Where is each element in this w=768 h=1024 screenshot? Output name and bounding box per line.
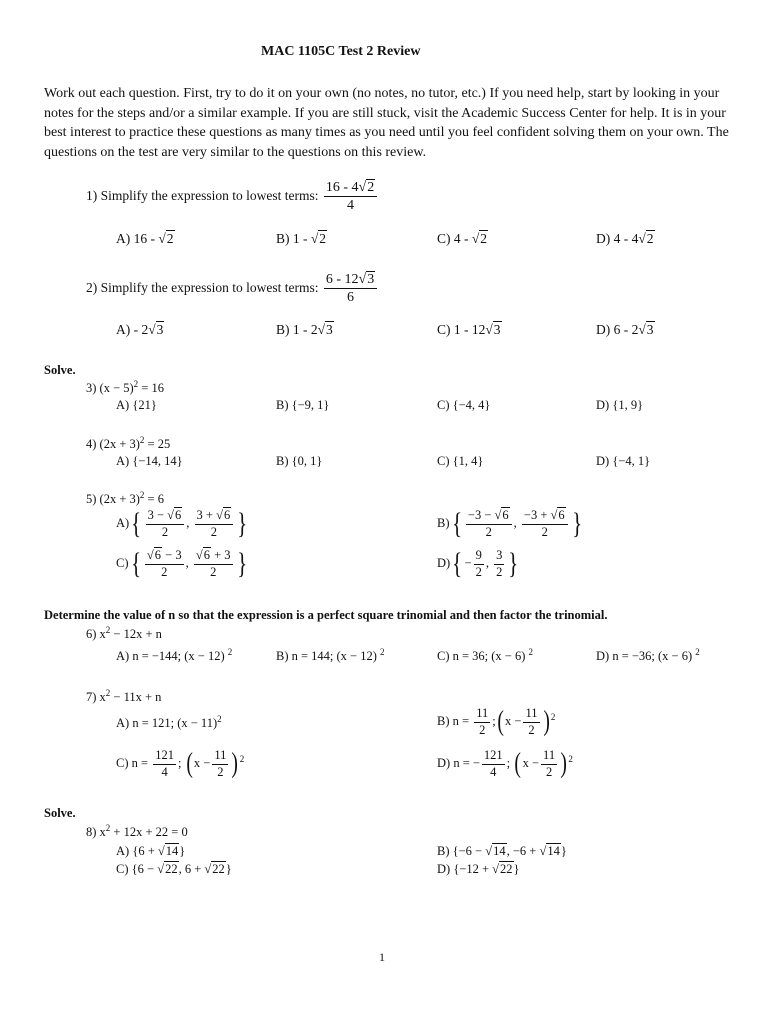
q8-option-a-label: A) {6 +	[116, 844, 158, 858]
q3-option-c[interactable]: C) {−4, 4}	[437, 398, 491, 412]
q1-option-c[interactable]: C) 4 - √2	[437, 231, 488, 246]
q8-b-close: }	[560, 844, 567, 858]
question-2-prompt: 2) Simplify the expression to lowest terms:	[86, 279, 319, 295]
q4-option-d[interactable]: D) {−4, 1}	[596, 454, 651, 468]
q7-option-c-label: C) n =	[116, 756, 152, 771]
q5-b1-num: −3 −	[467, 508, 495, 522]
q5-prompt-base: 5) (2x + 3)	[86, 492, 140, 506]
q5-c1-rad: 6	[154, 548, 162, 562]
q4-option-c[interactable]: C) {1, 4}	[437, 454, 484, 468]
q8-c-mid: , 6 +	[178, 862, 205, 876]
q1-option-a-label: A) 16 -	[116, 231, 159, 246]
q5-a1-num: 3 −	[147, 508, 168, 522]
q6-option-a-label: A) n = −144; (x − 12)	[116, 649, 225, 663]
q7-c-exponent: 2	[239, 753, 245, 764]
q7-prompt-rhs: − 11x + n	[110, 690, 162, 704]
q3-option-d[interactable]: D) {1, 9}	[596, 398, 644, 412]
section-heading-solve-2: Solve.	[44, 806, 76, 820]
q1-option-d[interactable]: D) 4 - 4√2	[596, 231, 654, 246]
q6-exponent: 2	[105, 624, 111, 635]
question-2	[86, 272, 379, 306]
page-number: 1	[379, 950, 385, 964]
q6-option-c-label: C) n = 36; (x − 6)	[437, 649, 526, 663]
q6-option-a-exponent: 2	[227, 646, 233, 657]
q7-b-den: 2	[479, 722, 486, 737]
q8-b-mid: , −6 +	[506, 844, 540, 858]
q7-option-d[interactable]: D) n = − $\frac{121}{4}$ ; (x − $\frac{11}{2}$ )$^2$	[437, 748, 573, 780]
section-heading-solve: Solve.	[44, 363, 76, 377]
q2-option-c-label: C) 1 - 12	[437, 322, 486, 337]
q7-c-den: 4	[161, 764, 168, 779]
q4-prompt-base: 4) (2x + 3)	[86, 437, 140, 451]
q3-prompt-rhs: = 16	[138, 381, 164, 395]
q6-option-d-label: D) n = −36; (x − 6)	[596, 649, 693, 663]
q8-a-close: }	[179, 844, 186, 858]
q7-prompt-base: 7) x	[86, 690, 106, 704]
q7-option-d-label: D) n = −	[437, 756, 480, 771]
q7-c-num: 121	[153, 749, 176, 765]
q3-option-a[interactable]: A) {21}	[116, 398, 157, 412]
q2-option-d-label: D) 6 - 2	[596, 322, 639, 337]
q5-b2-num: −3 +	[523, 508, 551, 522]
question-5-prompt	[86, 489, 164, 507]
q7-b-exponent: 2	[550, 711, 556, 722]
q6-option-a[interactable]	[116, 646, 233, 664]
page-title: MAC 1105C Test 2 Review	[261, 44, 421, 59]
q7-c-x: x −	[193, 756, 211, 771]
q8-option-a[interactable]: A) {6 + √14}	[116, 844, 186, 858]
q8-c-rad2: 22	[212, 862, 225, 876]
q1-option-a[interactable]: A) 16 - √2	[116, 231, 174, 246]
question-8-prompt	[86, 822, 188, 840]
q4-prompt-rhs: = 25	[144, 437, 171, 451]
q8-option-c-label: C) {6 −	[116, 862, 158, 876]
q7-c-num2: 11	[212, 749, 228, 765]
q5-option-a[interactable]: A){ $\frac{3 - √6}{2}$ , $\frac{3 + √6}{2}$ }	[116, 507, 248, 541]
q2-option-d-radicand: 3	[646, 322, 654, 337]
q3-prompt-base: 3) (x − 5)	[86, 381, 134, 395]
question-3-prompt	[86, 378, 164, 396]
question-1	[86, 180, 379, 214]
q7-b-den2: 2	[528, 722, 535, 737]
q2-denominator: 6	[347, 290, 355, 306]
q1-option-d-label: D) 4 - 4	[596, 231, 639, 246]
q2-option-a-radicand: 3	[156, 322, 164, 337]
q7-option-b[interactable]: B) n = $\frac{11}{2}$ ;(x − $\frac{11}{2}$ )$^2$	[437, 706, 556, 738]
q7-option-a[interactable]	[116, 713, 222, 731]
q2-numerator-radicand: 3	[367, 272, 375, 287]
q6-prompt-base: 6) x	[86, 627, 106, 641]
q4-option-a[interactable]: A) {−14, 14}	[116, 454, 183, 468]
q7-exponent: 2	[105, 687, 111, 698]
q5-a1-rad: 6	[175, 508, 182, 522]
question-6-prompt	[86, 624, 162, 642]
q1-option-b-radicand: 2	[319, 231, 327, 246]
q1-denominator: 4	[347, 198, 355, 214]
q1-option-b[interactable]: B) 1 - √2	[276, 231, 327, 246]
q1-option-c-radicand: 2	[480, 231, 488, 246]
q2-option-b[interactable]: B) 1 - 2√3	[276, 322, 333, 337]
q5-b1-den: 2	[485, 524, 492, 539]
q6-option-d-exponent: 2	[695, 646, 700, 657]
q6-option-d[interactable]	[596, 646, 700, 664]
q5-option-c[interactable]: C){ $\frac{√6 - 3}{2}$ , $\frac{√6 + 3}{2}$ }	[116, 547, 247, 581]
q1-option-a-radicand: 2	[166, 231, 174, 246]
instructions-paragraph: Work out each question. First, try to do it on your own (no notes, no tutor, etc.) If you need help, start by looking in your notes for the steps and/or a similar example. If you are still stuck, visit the Academic Success Center for help. It is in your best interest to practice these questions as many times as you need until you feel confident solving them on your own. The questions on the test are very similar to the questions on this review.	[44, 86, 729, 160]
q2-option-c-radicand: 3	[493, 322, 501, 337]
q5-a2-den: 2	[210, 524, 218, 539]
q7-d-num2: 11	[541, 749, 557, 765]
q5-d2-num: 3	[494, 549, 504, 565]
q6-option-c-exponent: 2	[528, 646, 534, 657]
q8-c-rad1: 22	[165, 862, 178, 876]
q7-option-b-label: B) n =	[437, 714, 473, 729]
q7-b-num2: 11	[523, 707, 539, 723]
q6-option-b[interactable]	[276, 646, 385, 664]
q5-b1-rad: 6	[502, 508, 509, 522]
q2-option-b-label: B) 1 - 2	[276, 322, 318, 337]
q2-numerator: 6 - 12	[325, 272, 359, 287]
q7-d-x: x −	[522, 756, 540, 771]
q4-exponent: 2	[139, 434, 145, 445]
q5-c2-num: + 3	[210, 548, 231, 562]
q1-numerator: 16 - 4	[325, 180, 359, 195]
q8-option-b[interactable]: B) {−6 − √14, −6 + √14}	[437, 844, 567, 858]
q2-option-d[interactable]: D) 6 - 2√3	[596, 322, 654, 337]
q5-c2-rad: 6	[203, 548, 210, 562]
q8-prompt-rhs: + 12x + 22 = 0	[110, 825, 188, 839]
q8-d-close: }	[513, 862, 520, 876]
q7-option-a-exponent: 2	[217, 713, 222, 724]
q2-option-b-radicand: 3	[326, 322, 333, 337]
q8-b-rad2: 14	[547, 844, 560, 858]
q8-exponent: 2	[105, 822, 111, 833]
q5-a2-rad: 6	[223, 508, 231, 522]
question-2-fraction: $\frac{6 - 12√3}{6}$	[324, 272, 377, 306]
q8-prompt-base: 8) x	[86, 825, 106, 839]
q6-option-b-exponent: 2	[380, 646, 385, 657]
q3-exponent: 2	[133, 378, 139, 389]
q8-b-rad1: 14	[493, 844, 506, 858]
q8-option-d[interactable]: D) {−12 + √22}	[437, 862, 520, 876]
q8-a-rad: 14	[165, 844, 179, 858]
q5-c1-den: 2	[161, 564, 168, 579]
q5-option-a-label: A)	[116, 516, 130, 531]
q4-option-b[interactable]: B) {0, 1}	[276, 454, 323, 468]
q1-numerator-radicand: 2	[367, 180, 375, 195]
q5-b2-rad: 6	[558, 508, 565, 522]
q8-option-b-label: B) {−6 −	[437, 844, 486, 858]
q6-prompt-rhs: − 12x + n	[110, 627, 162, 641]
q7-b-x: x −	[505, 714, 522, 729]
q5-a2-num: 3 +	[196, 508, 217, 522]
question-4-prompt	[86, 434, 171, 452]
q1-option-c-label: C) 4 -	[437, 231, 472, 246]
q5-option-c-label: C)	[116, 556, 129, 571]
q5-option-b-label: B)	[437, 516, 450, 531]
q5-a1-den: 2	[161, 524, 169, 539]
q5-d2-den: 2	[496, 564, 503, 579]
q2-option-c[interactable]: C) 1 - 12√3	[437, 322, 501, 337]
question-1-fraction: $\frac{16 - 4√2}{4}$	[324, 180, 377, 214]
q5-d1-num: 9	[474, 549, 484, 565]
q6-option-b-label: B) n = 144; (x − 12)	[276, 649, 377, 663]
q5-option-d-label: D)	[437, 556, 451, 571]
q5-exponent: 2	[139, 489, 145, 500]
q7-c-den2: 2	[217, 764, 224, 779]
q3-option-b[interactable]: B) {−9, 1}	[276, 398, 330, 412]
q8-c-close: }	[225, 862, 232, 876]
q5-option-d[interactable]: D){ − $\frac{9}{2}$ , $\frac{3}{2}$ }	[437, 547, 519, 581]
q5-d1-den: 2	[475, 564, 482, 579]
section-heading-perfect-square: Determine the value of n so that the expression is a perfect square trinomial and then factor the trinomial.	[44, 608, 608, 622]
q7-d-den2: 2	[545, 764, 553, 779]
q5-b2-den: 2	[541, 524, 548, 539]
q7-option-c[interactable]: C) n = $\frac{121}{4}$ ; (x − $\frac{11}{2}$ )$^2$	[116, 748, 245, 780]
q2-option-a-label: A) - 2	[116, 322, 149, 337]
q7-d-num: 121	[482, 749, 505, 765]
q7-option-a-label: A) n = 121; (x − 11)	[116, 716, 218, 730]
q8-option-c[interactable]: C) {6 − √22, 6 + √22}	[116, 862, 232, 876]
q5-d1-sign: −	[464, 556, 472, 571]
q7-d-exponent: 2	[568, 753, 573, 764]
q5-c2-den: 2	[210, 564, 217, 579]
q6-option-c[interactable]	[437, 646, 534, 664]
question-1-prompt: 1) Simplify the expression to lowest terms:	[86, 187, 319, 203]
q5-prompt-rhs: = 6	[144, 492, 164, 506]
q8-d-rad: 22	[500, 862, 513, 876]
q1-option-b-label: B) 1 -	[276, 231, 311, 246]
q5-option-b[interactable]: B){ $\frac{-3 - √6}{2}$ , $\frac{-3 + √6}{2}$ }	[437, 507, 582, 541]
q2-option-a[interactable]: A) - 2√3	[116, 322, 164, 337]
q7-d-den: 4	[490, 764, 497, 779]
q1-option-d-radicand: 2	[646, 231, 654, 246]
q8-option-d-label: D) {−12 +	[437, 862, 493, 876]
q5-c1-num: − 3	[162, 548, 182, 562]
q7-b-num: 11	[474, 707, 490, 723]
question-7-prompt	[86, 687, 162, 705]
